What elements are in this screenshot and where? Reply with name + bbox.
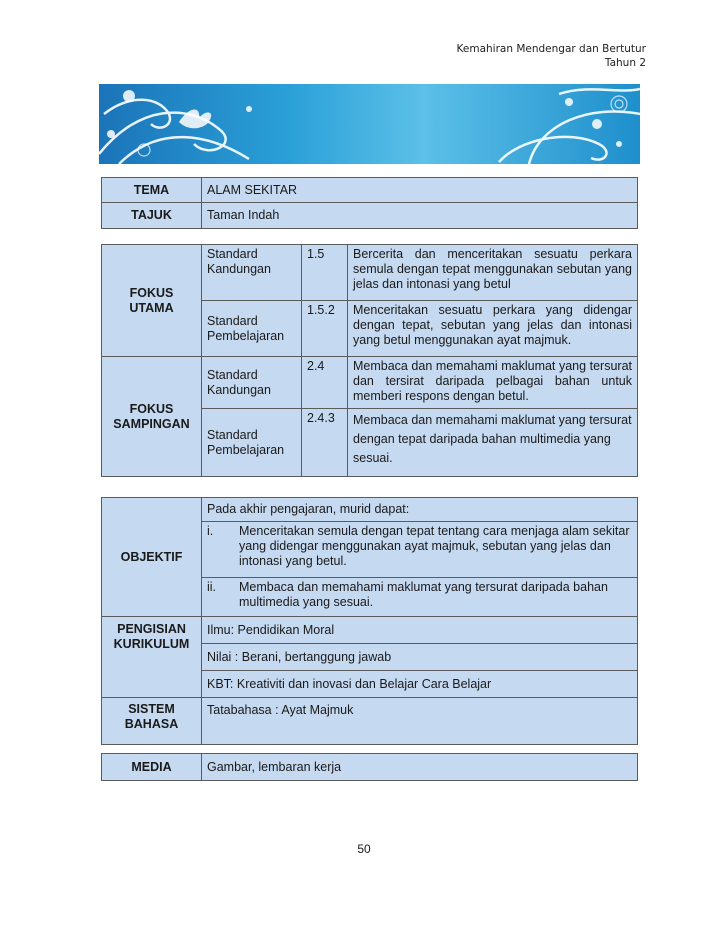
- tema-value: ALAM SEKITAR: [202, 178, 638, 203]
- fokus-sampingan-sk-text: Membaca dan memahami maklumat yang tersurat dan tersirat daripada pelbagai bahan untuk memberi respons dengan betul.: [348, 357, 638, 409]
- media-value: Gambar, lembaran kerja: [202, 754, 638, 781]
- fokus-sampingan-sp-text: Membaca dan memahami maklumat yang tersurat dengan tepat daripada bahan multimedia yang sesuai.: [348, 409, 638, 477]
- media-table: [101, 753, 638, 781]
- fokus-sampingan-sp-label: Standard Pembelajaran: [202, 409, 302, 477]
- fokus-utama-label: FOKUS UTAMA: [102, 245, 202, 357]
- page-header: [457, 42, 646, 70]
- fokus-utama-sk-code: 1.5: [302, 245, 348, 301]
- fokus-sampingan-sk-code: 2.4: [302, 357, 348, 409]
- media-label: MEDIA: [102, 754, 202, 781]
- objektif-label: OBJEKTIF: [102, 498, 202, 617]
- fokus-utama-sp-label: Standard Pembelajaran: [202, 301, 302, 357]
- pengisian-ilmu: Ilmu: Pendidikan Moral: [202, 617, 638, 644]
- objektif-item-1-num: i.: [207, 524, 214, 538]
- tajuk-label: TAJUK: [102, 203, 202, 229]
- fokus-sampingan-label: FOKUS SAMPINGAN: [102, 357, 202, 477]
- header-subtitle: Tahun 2: [604, 57, 646, 69]
- fokus-utama-sp-text: Menceritakan sesuatu perkara yang didengar dengan tepat, sebutan yang jelas dan intonasi yang betul menggunakan ayat majmuk.: [348, 301, 638, 357]
- pengisian-label: PENGISIAN KURIKULUM: [102, 617, 202, 698]
- tema-table: [101, 177, 638, 229]
- fokus-sampingan-sp-code: 2.4.3: [302, 409, 348, 477]
- fokus-sampingan-sk-label: Standard Kandungan: [202, 357, 302, 409]
- objektif-item-1-text: Menceritakan semula dengan tepat tentang cara menjaga alam sekitar yang didengar menggunakan ayat majmuk, sebutan yang jelas dan intonasi yang betul.: [239, 524, 630, 568]
- fokus-utama-sk-text: Bercerita dan menceritakan sesuatu perkara semula dengan tepat menggunakan sebutan yang jelas dan intonasi yang betul: [348, 245, 638, 301]
- objektif-item-1: [202, 522, 638, 578]
- pengisian-nilai: Nilai : Berani, bertanggung jawab: [202, 644, 638, 671]
- sistem-label: SISTEM BAHASA: [102, 698, 202, 745]
- tajuk-value: Taman Indah: [202, 203, 638, 229]
- objektif-item-2-text: Membaca dan memahami maklumat yang tersurat daripada bahan multimedia yang sesuai.: [239, 580, 608, 609]
- fokus-utama-sk-label: Standard Kandungan: [202, 245, 302, 301]
- page-number: 50: [357, 842, 371, 856]
- objektif-item-2: [202, 578, 638, 617]
- tema-label: TEMA: [102, 178, 202, 203]
- fokus-table: [101, 244, 638, 477]
- sistem-value: Tatabahasa : Ayat Majmuk: [202, 698, 638, 745]
- fokus-utama-sp-code: 1.5.2: [302, 301, 348, 357]
- objektif-item-2-num: ii.: [207, 580, 217, 594]
- decorative-banner: [99, 84, 640, 164]
- header-title: Kemahiran Mendengar dan Bertutur: [456, 43, 646, 55]
- objektif-table: [101, 497, 638, 745]
- objektif-intro: Pada akhir pengajaran, murid dapat:: [202, 498, 638, 522]
- pengisian-kbt: KBT: Kreativiti dan inovasi dan Belajar Cara Belajar: [202, 671, 638, 698]
